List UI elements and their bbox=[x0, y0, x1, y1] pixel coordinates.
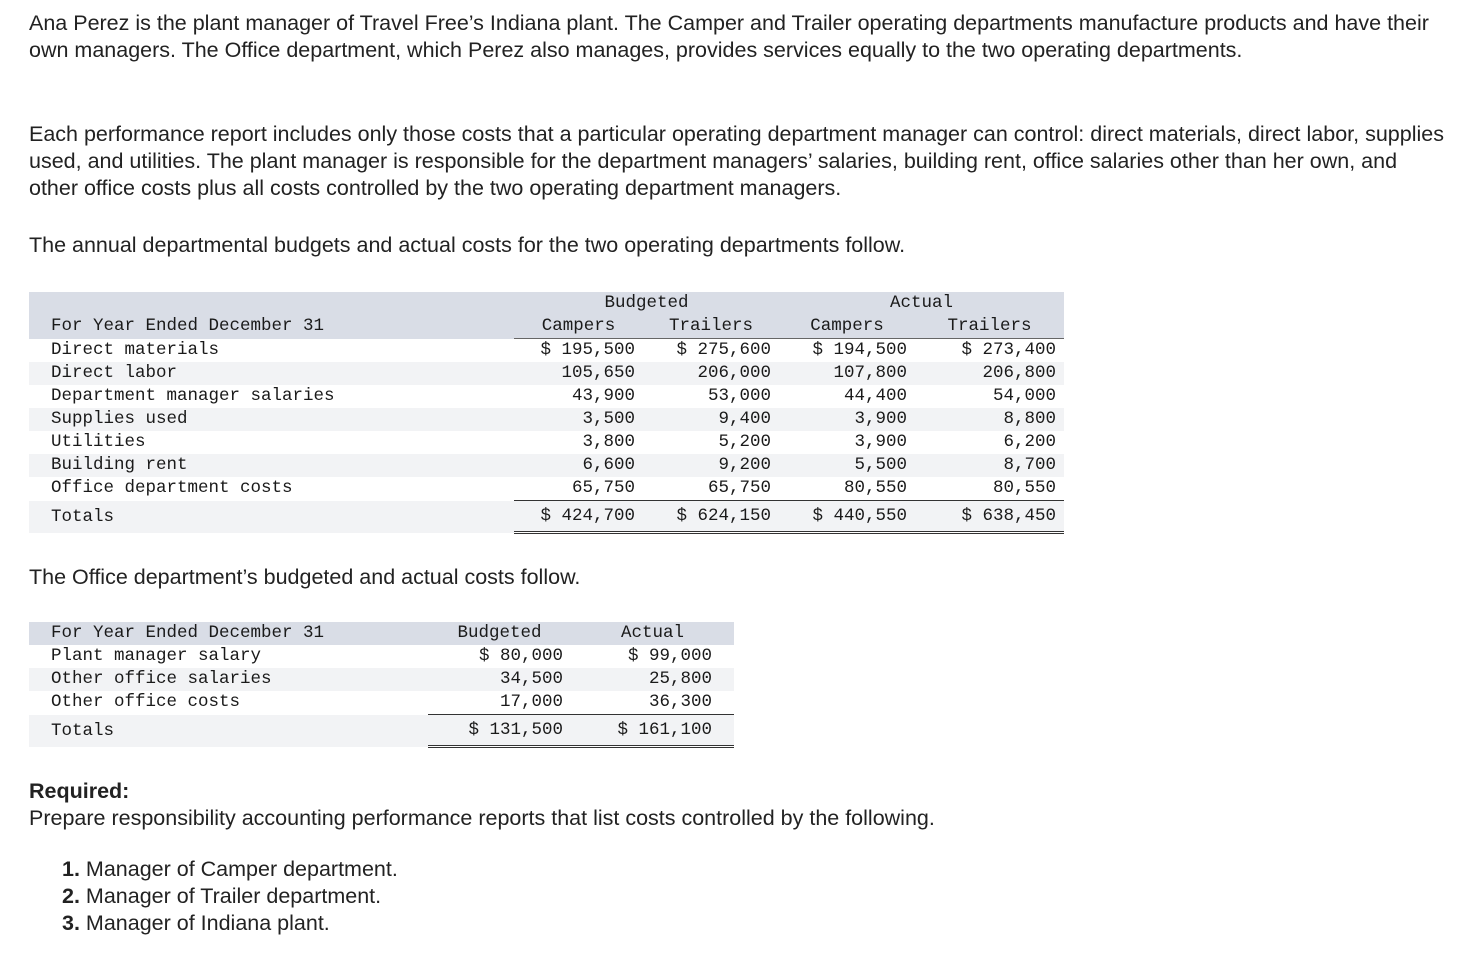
cell-value: 53,000 bbox=[643, 385, 779, 408]
table-row bbox=[29, 385, 1064, 408]
cell-value: $ 273,400 bbox=[915, 339, 1064, 363]
cell-value: 80,550 bbox=[915, 477, 1064, 501]
row-header: For Year Ended December 31 bbox=[29, 622, 428, 645]
totals-label: Totals bbox=[29, 715, 428, 747]
cell-value: 43,900 bbox=[514, 385, 643, 408]
cell-value: 105,650 bbox=[514, 362, 643, 385]
col-actual-campers: Campers bbox=[779, 315, 915, 339]
cell-value: 3,800 bbox=[514, 431, 643, 454]
total-value: $ 440,550 bbox=[779, 501, 915, 533]
cell-value: 3,500 bbox=[514, 408, 643, 431]
totals-row bbox=[29, 501, 1064, 533]
cell-value: 44,400 bbox=[779, 385, 915, 408]
row-label: Plant manager salary bbox=[29, 645, 428, 668]
cell-value: 9,200 bbox=[643, 454, 779, 477]
cell-value: 34,500 bbox=[428, 668, 571, 691]
cell-value: 6,200 bbox=[915, 431, 1064, 454]
row-label: Supplies used bbox=[29, 408, 514, 431]
row-label: Utilities bbox=[29, 431, 514, 454]
col-budgeted: Budgeted bbox=[428, 622, 571, 645]
col-budgeted-campers: Campers bbox=[514, 315, 643, 339]
required-text: Prepare responsibility accounting performance reports that list costs controlled by the following. bbox=[29, 806, 935, 830]
row-label: Department manager salaries bbox=[29, 385, 514, 408]
intro-paragraph-1: Ana Perez is the plant manager of Travel Free’s Indiana plant. The Camper and Trailer operating departments manufacture products and have their own managers. The Office department, which Perez also manages, provides services equally to the two operating departments. bbox=[29, 11, 1429, 62]
cell-value: 54,000 bbox=[915, 385, 1064, 408]
intro-paragraph-3: The annual departmental budgets and actual costs for the two operating departments follow. bbox=[29, 233, 906, 257]
table-row bbox=[29, 477, 1064, 501]
table-row bbox=[29, 408, 1064, 431]
office-intro-paragraph: The Office department’s budgeted and actual costs follow. bbox=[29, 565, 581, 589]
total-value: $ 638,450 bbox=[915, 501, 1064, 533]
list-item bbox=[62, 856, 398, 883]
row-label: Other office costs bbox=[29, 691, 428, 715]
item-text: Manager of Camper department. bbox=[85, 857, 398, 881]
cell-value: $ 80,000 bbox=[428, 645, 571, 668]
cell-value: 8,700 bbox=[915, 454, 1064, 477]
list-item bbox=[62, 883, 398, 910]
total-value: $ 424,700 bbox=[514, 501, 643, 533]
item-text: Manager of Indiana plant. bbox=[85, 911, 330, 935]
row-label: Building rent bbox=[29, 454, 514, 477]
cell-value: 9,400 bbox=[643, 408, 779, 431]
cell-value: 3,900 bbox=[779, 431, 915, 454]
row-label: Direct materials bbox=[29, 339, 514, 363]
table-column-header-row bbox=[29, 622, 734, 645]
cell-value: 17,000 bbox=[428, 691, 571, 715]
operating-departments-table bbox=[29, 292, 1064, 534]
total-value: $ 161,100 bbox=[571, 715, 734, 747]
budgeted-group-header: Budgeted bbox=[514, 292, 779, 315]
table-row bbox=[29, 691, 734, 715]
table-column-header-row bbox=[29, 315, 1064, 339]
cell-value: $ 194,500 bbox=[779, 339, 915, 363]
table-row bbox=[29, 645, 734, 668]
row-label: Direct labor bbox=[29, 362, 514, 385]
cell-value: $ 195,500 bbox=[514, 339, 643, 363]
required-list bbox=[62, 856, 398, 937]
cell-value: 107,800 bbox=[779, 362, 915, 385]
item-number: 2. bbox=[62, 884, 80, 908]
list-item bbox=[62, 910, 398, 937]
total-value: $ 131,500 bbox=[428, 715, 571, 747]
required-section bbox=[29, 778, 1444, 832]
row-header: For Year Ended December 31 bbox=[29, 315, 514, 339]
table-row bbox=[29, 431, 1064, 454]
cell-value: 36,300 bbox=[571, 691, 734, 715]
required-title: Required: bbox=[29, 779, 130, 803]
office-department-table bbox=[29, 622, 734, 748]
totals-label: Totals bbox=[29, 501, 514, 533]
intro-paragraph-2: Each performance report includes only those costs that a particular operating department manager can control: direct materials, direct labor, supplies used, and utilities. The plant manager is responsible for the department managers’ salaries, building rent, office salaries other than her own, and other office costs plus all costs controlled by the two operating department managers. bbox=[29, 122, 1444, 200]
item-text: Manager of Trailer department. bbox=[85, 884, 382, 908]
table-group-header-row bbox=[29, 292, 1064, 315]
item-number: 3. bbox=[62, 911, 80, 935]
table-row bbox=[29, 339, 1064, 363]
cell-value: 25,800 bbox=[571, 668, 734, 691]
table-row bbox=[29, 362, 1064, 385]
row-label: Office department costs bbox=[29, 477, 514, 501]
cell-value: 6,600 bbox=[514, 454, 643, 477]
col-actual: Actual bbox=[571, 622, 734, 645]
totals-row bbox=[29, 715, 734, 747]
actual-group-header: Actual bbox=[779, 292, 1064, 315]
cell-value: 8,800 bbox=[915, 408, 1064, 431]
row-label: Other office salaries bbox=[29, 668, 428, 691]
item-number: 1. bbox=[62, 857, 80, 881]
cell-value: 206,000 bbox=[643, 362, 779, 385]
cell-value: 206,800 bbox=[915, 362, 1064, 385]
cell-value: 65,750 bbox=[514, 477, 643, 501]
total-value: $ 624,150 bbox=[643, 501, 779, 533]
col-budgeted-trailers: Trailers bbox=[643, 315, 779, 339]
cell-value: $ 275,600 bbox=[643, 339, 779, 363]
col-actual-trailers: Trailers bbox=[915, 315, 1064, 339]
cell-value: 3,900 bbox=[779, 408, 915, 431]
table-row bbox=[29, 454, 1064, 477]
cell-value: $ 99,000 bbox=[571, 645, 734, 668]
table-row bbox=[29, 668, 734, 691]
cell-value: 65,750 bbox=[643, 477, 779, 501]
cell-value: 80,550 bbox=[779, 477, 915, 501]
cell-value: 5,200 bbox=[643, 431, 779, 454]
cell-value: 5,500 bbox=[779, 454, 915, 477]
